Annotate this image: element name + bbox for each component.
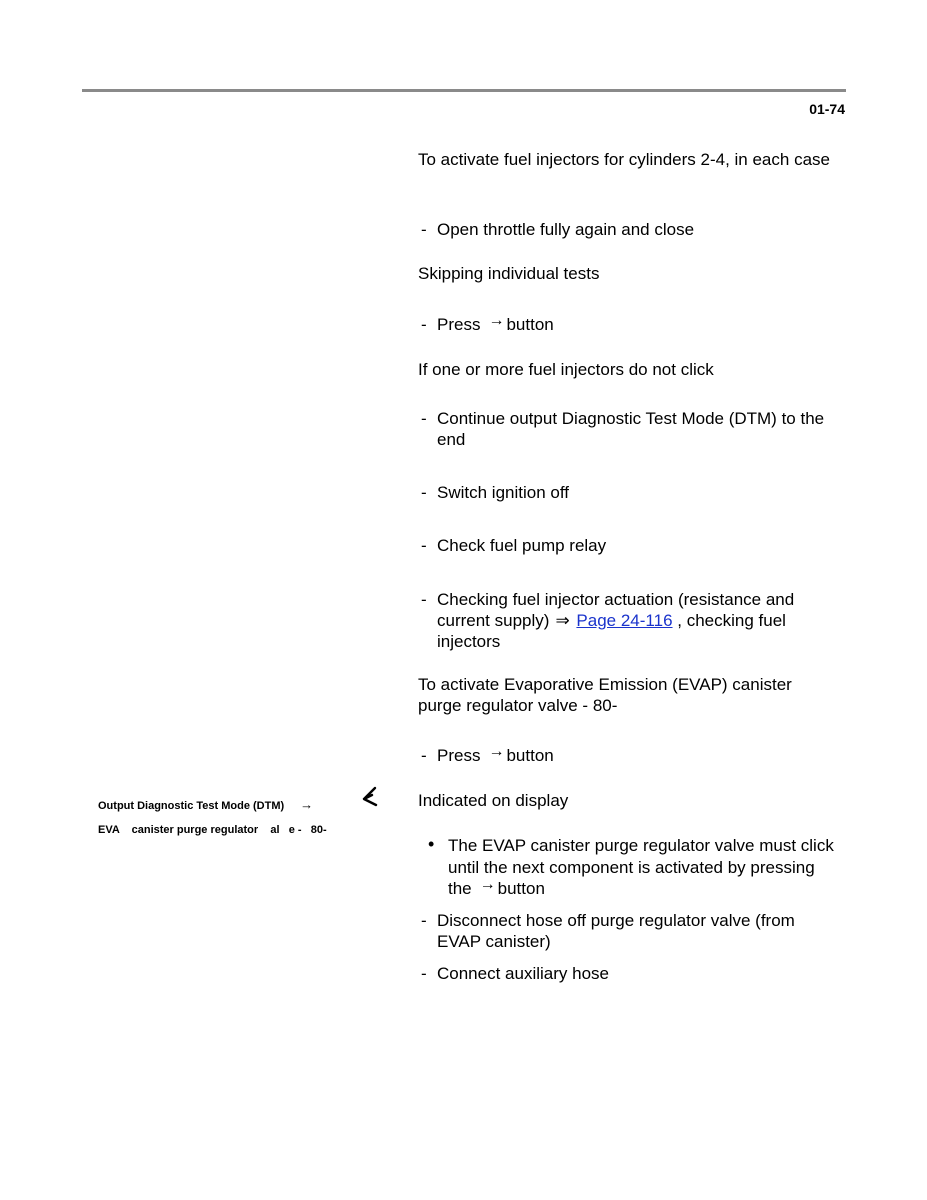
step-text: Checking fuel injector actuation (resistance and current supply) bbox=[437, 590, 795, 630]
paragraph-activate-injectors: To activate fuel injectors for cylinders 2-4, in each case bbox=[418, 150, 830, 169]
step-disconnect-hose: Disconnect hose off purge regulator valve (from EVAP canister) bbox=[437, 911, 795, 951]
page-link[interactable]: Page 24-116 bbox=[576, 611, 673, 630]
figure-caption-line1 bbox=[98, 797, 313, 812]
step-text: Press bbox=[437, 315, 481, 334]
step-text: Press bbox=[437, 746, 481, 765]
dash-marker: - bbox=[421, 483, 427, 502]
right-arrow-icon: → bbox=[488, 312, 505, 329]
figure-pointer-icon bbox=[360, 786, 380, 808]
dash-marker: - bbox=[421, 536, 427, 555]
step-connect-auxiliary-hose: Connect auxiliary hose bbox=[437, 964, 609, 983]
dash-marker: - bbox=[421, 409, 427, 428]
paragraph-injectors-not-click: If one or more fuel injectors do not click bbox=[418, 360, 714, 379]
dash-marker: - bbox=[421, 911, 427, 930]
paragraph-activate-evap: To activate Evaporative Emission (EVAP) canister purge regulator valve - 80- bbox=[418, 675, 792, 715]
right-arrow-icon: → bbox=[488, 743, 505, 760]
bullet-text: button bbox=[497, 879, 545, 898]
bullet-text: The EVAP canister purge regulator valve must click until the next component is activated by pressing the bbox=[448, 836, 834, 898]
step-open-throttle: Open throttle fully again and close bbox=[437, 220, 695, 239]
dash-marker: - bbox=[421, 746, 427, 765]
step-check-injector-actuation bbox=[437, 589, 837, 652]
double-arrow-icon: ⇒ bbox=[555, 611, 570, 630]
step-continue-dtm: Continue output Diagnostic Test Mode (DTM) to the end bbox=[437, 409, 825, 449]
right-arrow-icon: → bbox=[300, 797, 314, 812]
paragraph-indicated-on-display: Indicated on display bbox=[418, 791, 569, 810]
step-check-fuel-pump-relay: Check fuel pump relay bbox=[437, 536, 607, 555]
step-switch-ignition-off: Switch ignition off bbox=[437, 483, 569, 502]
header-rule bbox=[82, 89, 846, 92]
bullet-evap-valve-click bbox=[448, 835, 838, 901]
figure-caption-line2: EVA canister purge regulator al e - 80- bbox=[98, 824, 327, 836]
dash-marker: - bbox=[421, 315, 427, 334]
step-press-button-evap bbox=[437, 745, 837, 767]
paragraph-skipping-tests: Skipping individual tests bbox=[418, 264, 600, 283]
dash-marker: - bbox=[421, 220, 427, 239]
bullet-marker: • bbox=[428, 834, 435, 854]
step-text: button bbox=[506, 746, 554, 765]
step-text: , checking fuel injectors bbox=[437, 611, 786, 651]
right-arrow-icon: → bbox=[479, 876, 496, 893]
dash-marker: - bbox=[421, 590, 427, 609]
step-press-button bbox=[437, 314, 837, 336]
page-number: 01-74 bbox=[809, 101, 845, 117]
step-text: button bbox=[506, 315, 554, 334]
dash-marker: - bbox=[421, 964, 427, 983]
figure-caption-title: Output Diagnostic Test Mode (DTM) bbox=[98, 800, 285, 812]
